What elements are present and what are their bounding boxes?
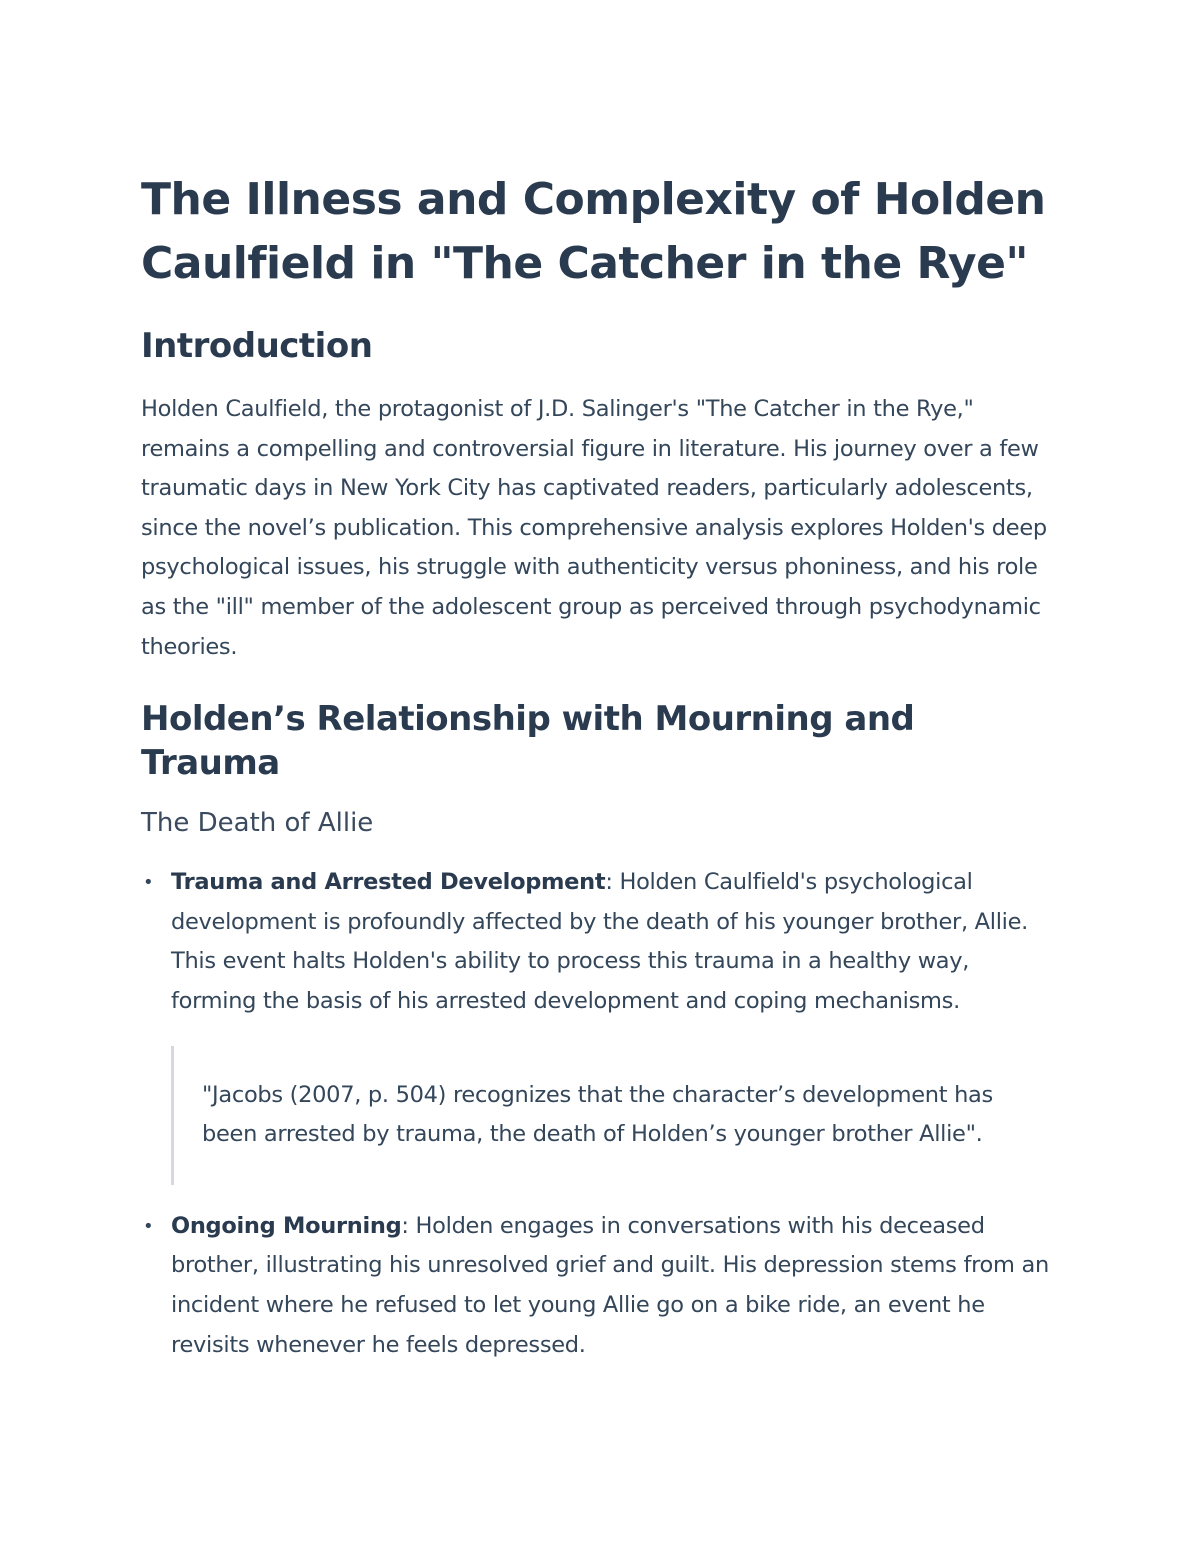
list-item	[141, 1207, 1061, 1365]
point-term: Trauma and Arrested Development	[171, 869, 606, 896]
point-text: : Holden engages in conversations with his deceased brother, illustrating his unresolved grief and guilt. His depression stems from an incident where he refused to let young Allie go on a bike ride, an event he revisits whenever he feels depressed.	[171, 1212, 1049, 1358]
bullet-icon: •	[143, 872, 154, 894]
document-page	[141, 168, 1061, 1365]
key-points-list	[141, 863, 1061, 1365]
bullet-icon: •	[143, 1215, 154, 1237]
document-title: The Illness and Complexity of Holden Caulfield in "The Catcher in the Rye"	[141, 174, 1046, 289]
subsection-heading: The Death of Allie	[141, 808, 374, 839]
intro-heading: Introduction	[141, 326, 373, 366]
section-heading: Holden’s Relationship with Mourning and Trauma	[141, 699, 915, 784]
list-item	[141, 863, 1061, 1185]
quote-block: "Jacobs (2007, p. 504) recognizes that the character’s development has been arrested by trauma, the death of Holden’s younger brother Allie".	[171, 1046, 1022, 1185]
point-term: Ongoing Mourning	[171, 1212, 402, 1239]
intro-paragraph: Holden Caulfield, the protagonist of J.D. Salinger's "The Catcher in the Rye," remains a compelling and controversial figure in literature. His journey over a few traumatic days in New York City has captivated readers, particularly adolescents, since the novel’s publication. This comprehensive analysis explores Holden's deep psychological issues, his struggle with authenticity versus phoniness, and his role as the "ill" member of the adolescent group as perceived through psychodynamic theories.	[141, 396, 1047, 660]
point-text: : Holden Caulfield's psychological development is profoundly affected by the death of his younger brother, Allie. This event halts Holden's ability to process this trauma in a healthy way, forming the basis of his arrested development and coping mechanisms.	[171, 869, 1029, 1014]
